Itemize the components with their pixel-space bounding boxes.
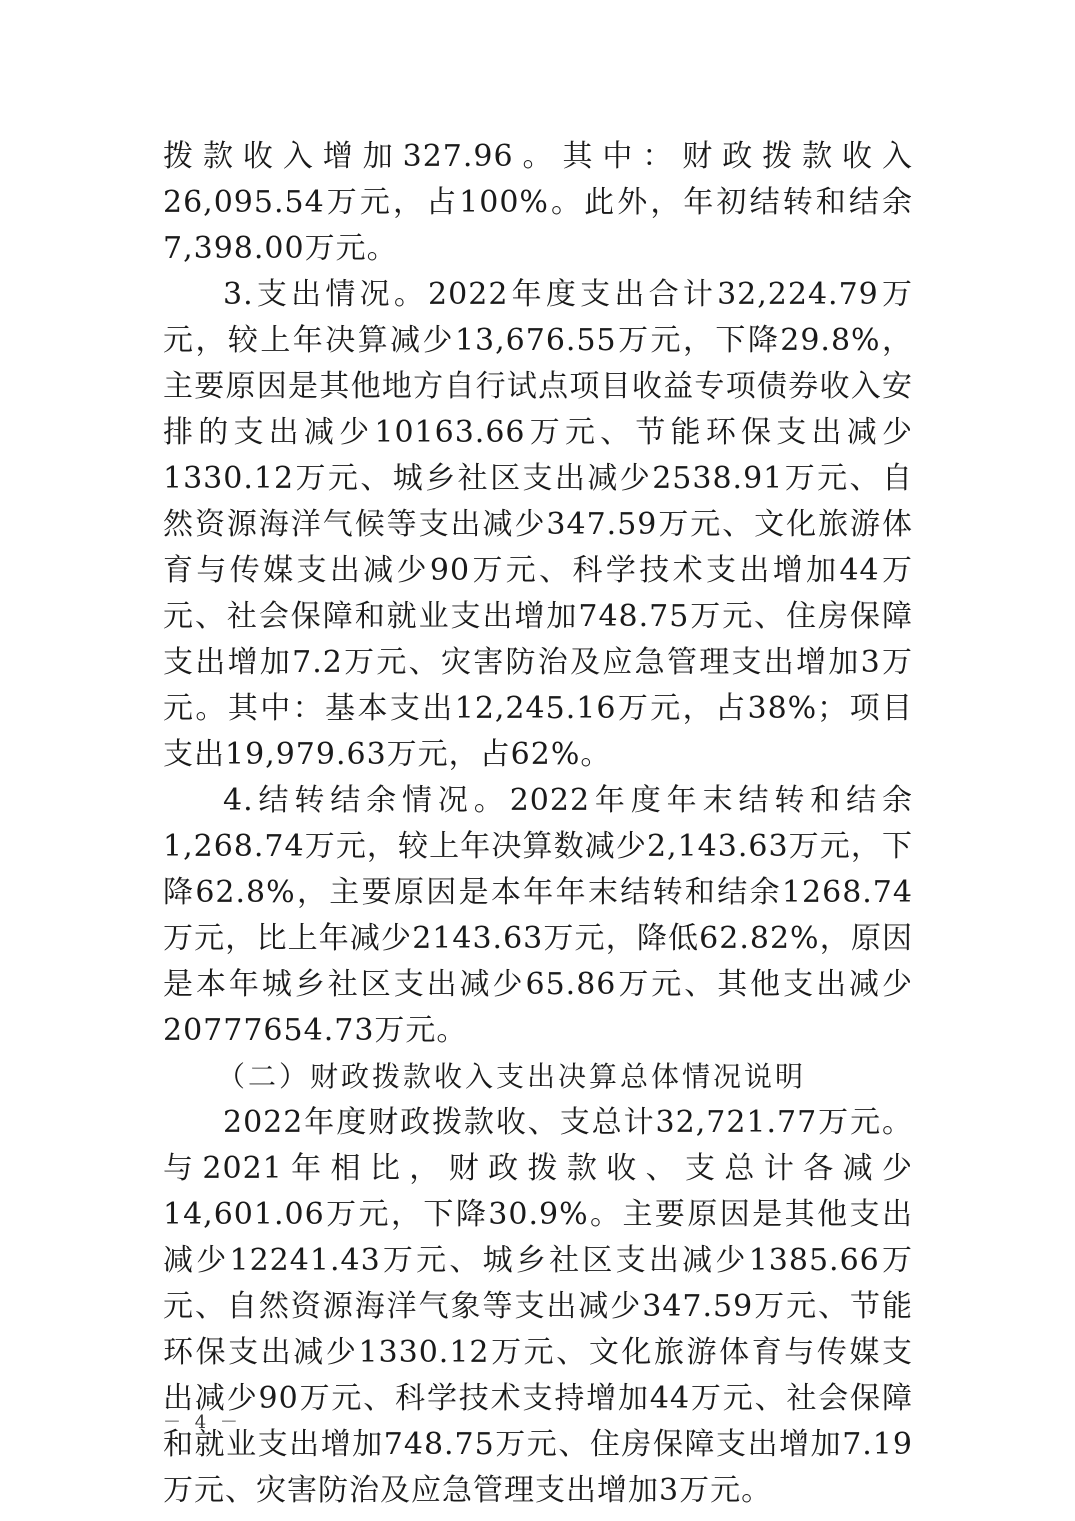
section-heading: （二）财政拨款收入支出决算总体情况说明 — [217, 1060, 807, 1093]
paragraph-expenditure: 3.支出情况。2022年度支出合计32,224.79万元，较上年决算减少13,676.55万元，下降29.8%，主要原因是其他地方自行试点项目收益专项债券收入安排的支出减少10163.66万元、节能环保支出减少1330.12万元、城乡社区支出减少2538.91万元、自然资源海洋气候等支出减少347.59万元、文化旅游体育与传媒支出减少90万元、科学技术支出增加44万元、社会保障和就业支出增加748.75万元、住房保障支出增加7.2万元、灾害防治及应急管理支出增加3万元。其中：基本支出12,245.16万元，占38%；项目支出19,979.63万元，占62%。 — [163, 277, 913, 772]
page-number: － 4 － — [163, 1412, 242, 1433]
paragraph-carryover: 4.结转结余情况。2022年度年末结转和结余1,268.74万元，较上年决算数减少2,143.63万元，下降62.8%，主要原因是本年年末结转和结余1268.74万元，比上年减少2143.63万元，降低62.82%，原因是本年城乡社区支出减少65.86万元、其他支出减少20777654.73万元。 — [163, 783, 913, 1048]
document-body — [163, 134, 913, 1514]
paragraph-fiscal-summary: 2022年度财政拨款收、支总计32,721.77万元。与2021年相比，财政拨款收、支总计各减少14,601.06万元，下降30.9%。主要原因是其他支出减少12241.43万元、城乡社区支出减少1385.66万元、自然资源海洋气象等支出减少347.59万元、节能环保支出减少1330.12万元、文化旅游体育与传媒支出减少90万元、科学技术支持增加44万元、社会保障和就业支出增加748.75万元、住房保障支出增加7.19万元、灾害防治及应急管理支出增加3万元。 — [163, 1105, 913, 1508]
paragraph-continuation: 拨款收入增加327.96。其中：财政拨款收入26,095.54万元，占100%。此外，年初结转和结余7,398.00万元。 — [163, 139, 913, 266]
